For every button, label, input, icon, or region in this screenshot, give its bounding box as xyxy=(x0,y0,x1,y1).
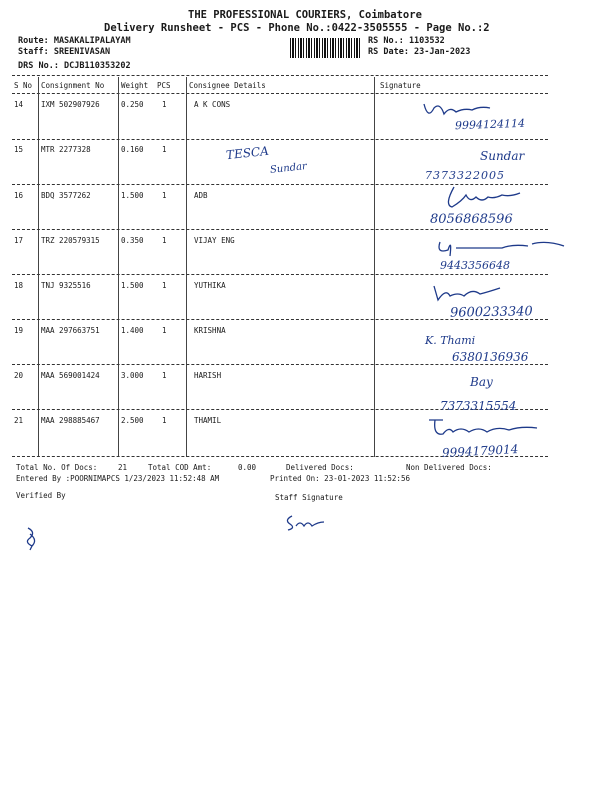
table-row-consignment: BDQ 3577262 xyxy=(41,191,91,200)
handwritten-phone: 6380136936 xyxy=(452,350,529,364)
table-row-consignee: HARISH xyxy=(194,371,222,380)
handwritten-name: Sundar xyxy=(269,161,308,176)
table-row-weight: 0.250 xyxy=(121,100,144,109)
col-header-consignment: Consignment No xyxy=(41,81,105,90)
table-row-consignee: ADB xyxy=(194,191,208,200)
handwritten-signature: Sundar xyxy=(480,149,525,163)
barcode-image xyxy=(290,38,362,58)
handwritten-phone: 9600233340 xyxy=(449,304,533,321)
table-row-pcs: 1 xyxy=(162,371,167,380)
rs-number: RS No.: 1103532 xyxy=(368,36,445,46)
table-row-weight: 1.400 xyxy=(121,326,144,335)
handwritten-signature: Bay xyxy=(470,375,493,389)
table-row-sno: 17 xyxy=(14,236,24,245)
handwritten-phone: 7373322005 xyxy=(425,169,505,182)
col-header-weight: Weight xyxy=(121,81,149,90)
signature-scribble xyxy=(432,236,572,258)
table-row-sno: 19 xyxy=(14,326,24,335)
cod-value: 0.00 xyxy=(238,463,257,472)
table-row-weight: 1.500 xyxy=(121,191,144,200)
signature-scribble xyxy=(425,416,545,440)
table-row-consignee: VIJAY ENG xyxy=(194,236,235,245)
table-row-weight: 0.160 xyxy=(121,145,144,154)
company-title: THE PROFESSIONAL COURIERS, Coimbatore xyxy=(188,9,422,21)
table-row-pcs: 1 xyxy=(162,326,167,335)
table-row-pcs: 1 xyxy=(162,191,167,200)
col-header-consignee: Consignee Details xyxy=(189,81,266,90)
total-docs-value: 21 xyxy=(118,463,128,472)
table-row-sno: 16 xyxy=(14,191,24,200)
delivered-docs: Delivered Docs: xyxy=(286,463,354,472)
table-row-consignment: MAA 297663751 xyxy=(41,326,100,335)
handwritten-phone: 8056868596 xyxy=(430,212,513,227)
column-divider xyxy=(38,77,39,457)
total-docs-label: Total No. Of Docs: xyxy=(16,463,98,472)
table-row-consignment: MAA 298885467 xyxy=(41,416,100,425)
table-row-sno: 15 xyxy=(14,145,24,154)
table-row-consignee: THAMIL xyxy=(194,416,222,425)
handwritten-phone: 9994124114 xyxy=(454,116,526,133)
table-row-pcs: 1 xyxy=(162,236,167,245)
table-row-pcs: 1 xyxy=(162,416,167,425)
row-separator xyxy=(12,229,548,230)
col-header-signature: Signature xyxy=(380,81,421,90)
column-divider xyxy=(186,77,187,457)
drs-number: DRS No.: DCJB110353202 xyxy=(18,61,131,71)
table-row-consignee: KRISHNA xyxy=(194,326,226,335)
handwritten-phone: 9994179014 xyxy=(441,442,519,460)
route-label: Route: MASAKALIPALAYAM xyxy=(18,36,131,46)
table-row-weight: 2.500 xyxy=(121,416,144,425)
table-row-consignee: A K CONS xyxy=(194,100,231,109)
table-row-pcs: 1 xyxy=(162,100,167,109)
staff-label: Staff: SREENIVASAN xyxy=(18,47,111,57)
handwritten-phone: 9443356648 xyxy=(440,259,510,272)
staff-signature-scribble xyxy=(282,512,328,534)
printed-on: Printed On: 23-01-2023 11:52:56 xyxy=(270,474,410,483)
verifier-signature-scribble xyxy=(20,526,42,552)
table-row-pcs: 1 xyxy=(162,145,167,154)
row-separator xyxy=(12,274,548,275)
signature-scribble xyxy=(440,185,530,213)
handwritten-consignee: TESCA xyxy=(225,143,270,163)
table-row-sno: 18 xyxy=(14,281,24,290)
table-row-weight: 3.000 xyxy=(121,371,144,380)
table-row-weight: 1.500 xyxy=(121,281,144,290)
non-delivered-docs: Non Delivered Docs: xyxy=(406,463,492,472)
handwritten-phone: 7373315554 xyxy=(440,399,517,413)
staff-signature-label: Staff Signature xyxy=(275,493,343,502)
table-row-pcs: 1 xyxy=(162,281,167,290)
row-separator xyxy=(12,364,548,365)
column-divider xyxy=(118,77,119,457)
table-row-consignment: MTR 2277328 xyxy=(41,145,91,154)
table-top-rule xyxy=(12,75,548,76)
rs-date: RS Date: 23-Jan-2023 xyxy=(368,47,471,57)
cod-label: Total COD Amt: xyxy=(148,463,212,472)
verified-by-label: Verified By xyxy=(16,491,66,500)
table-row-consignment: IXM 502907926 xyxy=(41,100,100,109)
signature-scribble xyxy=(428,282,518,304)
table-row-consignment: MAA 569001424 xyxy=(41,371,100,380)
handwritten-signature: K. Thami xyxy=(425,334,476,347)
col-header-pcs: PCS xyxy=(157,81,171,90)
table-row-consignee: YUTHIKA xyxy=(194,281,226,290)
entered-by: Entered By :POORNIMAPCS 1/23/2023 11:52:48 AM xyxy=(16,474,220,483)
table-row-sno: 21 xyxy=(14,416,24,425)
table-row-sno: 14 xyxy=(14,100,24,109)
table-row-weight: 0.350 xyxy=(121,236,144,245)
column-divider xyxy=(374,77,375,457)
table-header-rule xyxy=(12,93,548,94)
runsheet-subtitle: Delivery Runsheet - PCS - Phone No.:0422-3505555 - Page No.:2 xyxy=(104,22,490,34)
table-row-consignment: TNJ 9325516 xyxy=(41,281,91,290)
row-separator xyxy=(12,139,548,140)
col-header-sno: S No xyxy=(14,81,33,90)
table-row-consignment: TRZ 220579315 xyxy=(41,236,100,245)
table-row-sno: 20 xyxy=(14,371,24,380)
